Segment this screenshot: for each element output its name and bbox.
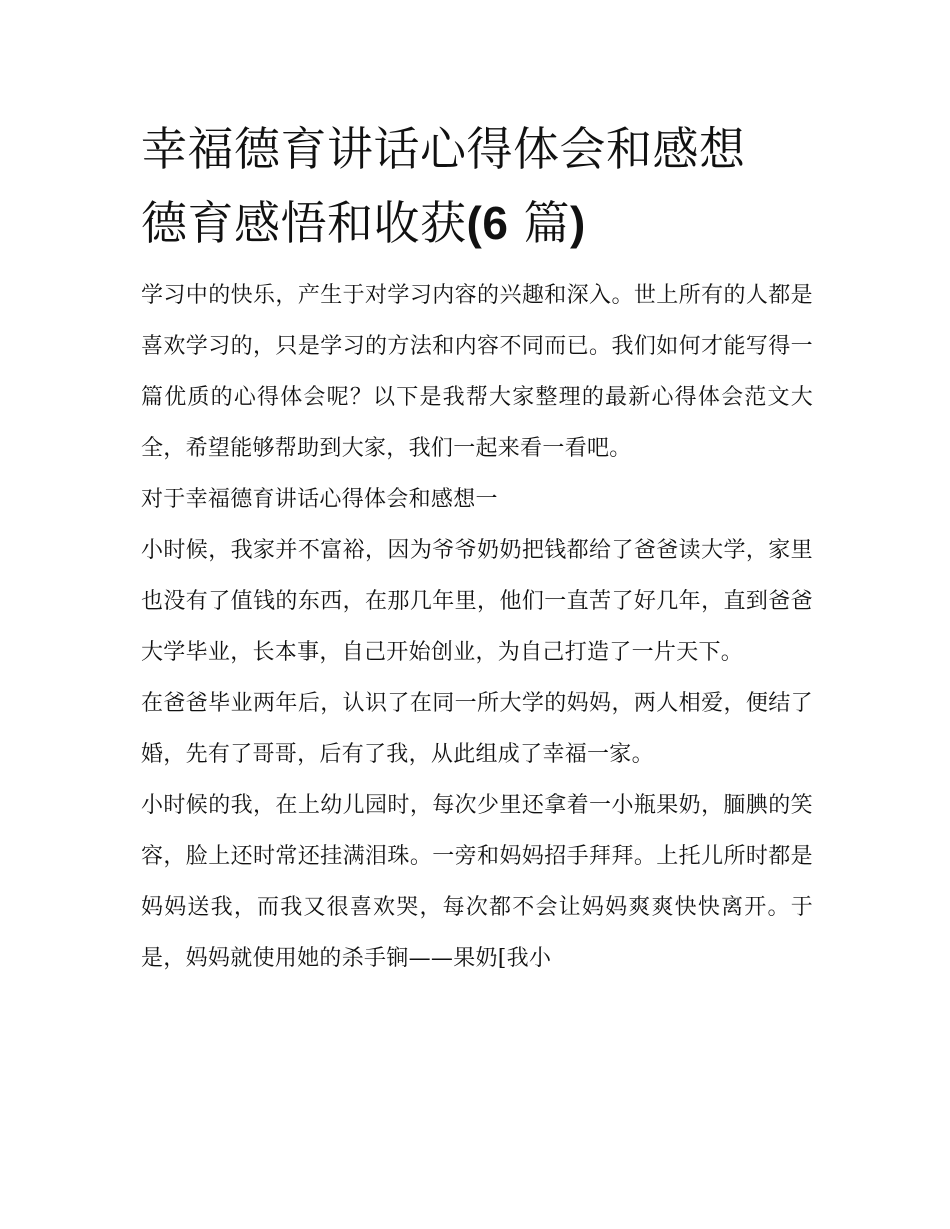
title-line-2-close: ) [570,197,586,249]
body-paragraph-1: 小时候，我家并不富裕，因为爷爷奶奶把钱都给了爸爸读大学，家里也没有了值钱的东西，在那几年里，他们一直苦了好几年，直到爸爸大学毕业，长本事，自己开始创业，为自己打造了一片天下。 [141,538,813,665]
document-title [141,112,813,260]
title-line-1: 幸福德育讲话心得体会和感想 [141,122,746,176]
title-line-2-number: (6 [466,197,509,249]
title-line-2-suffix: 篇 [508,196,571,250]
body-paragraph-2: 在爸爸毕业两年后，认识了在同一所大学的妈妈，两人相爱，便结了婚，先有了哥哥，后有了我，从此组成了幸福一家。 [141,691,813,767]
document-page [141,112,813,984]
intro-paragraph: 学习中的快乐，产生于对学习内容的兴趣和深入。世上所有的人都是喜欢学习的，只是学习的方法和内容不同而已。我们如何才能写得一篇优质的心得体会呢？以下是我帮大家整理的最新心得体会范文大全，希望能够帮助到大家，我们一起来看一看吧。 [141,283,813,461]
title-line-2-text: 德育感悟和收获 [141,196,467,250]
section-heading: 对于幸福德育讲话心得体会和感想一 [141,487,498,512]
body-paragraph-3: 小时候的我，在上幼儿园时，每次少里还拿着一小瓶果奶，腼腆的笑容，脸上还时常还挂满泪珠。一旁和妈妈招手拜拜。上托儿所时都是妈妈送我，而我又很喜欢哭，每次都不会让妈妈爽爽快快离开。于是，妈妈就使用她的杀手锏——果奶[我小 [141,793,813,971]
